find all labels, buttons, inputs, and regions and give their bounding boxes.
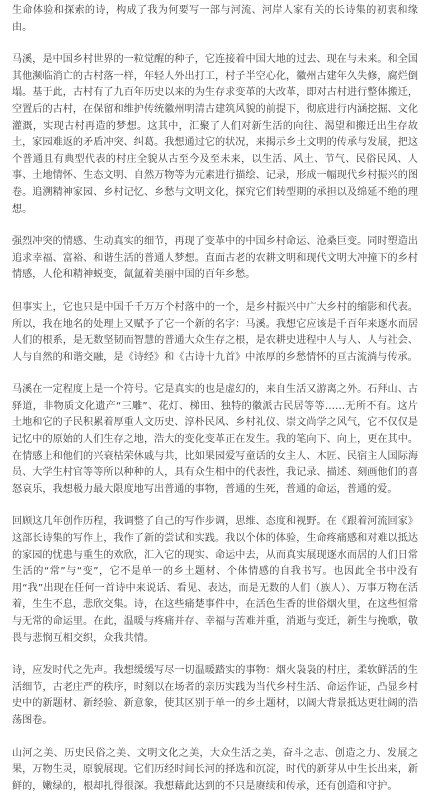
article-paragraph: 山河之美、历史民俗之美、文明文化之美，大众生活之美，奋斗之志、创造之力、发展之果，万物生灵，原貌展现。它们历经时间长河的择选和沉淀，时代的新芽从中生长出来，新鲜的，嫩绿的，根却扎得很深。我想藉此达到的不只是赓续和传承，还有创造和守护。 <box>12 747 418 792</box>
article-paragraph: 强烈冲突的情感、生动真实的细节，再现了变革中的中国乡村命运、沧桑巨变。同时塑造出追求幸福、富裕、和谐生活的普通人梦想。直面古老的农耕文明和现代文明大冲撞下的乡村情感，人伦和精神蜕变，氤氲着美丽中国的百年乡愁。 <box>12 236 418 281</box>
article-paragraph: 回顾这几年创作历程，我调整了自己的写作步调，思维、态度和视野。在《跟着河流回家》这部长诗集的写作上，我作了新的尝试和实践。我以个体的体验，生命疼痛感和对难以抵达的家园的忧患与重生的欢欣，汇入它的现实、命运中去，从而真实展现逐水而居的人们日常生活的“常”与“变”，它不是单一的乡土题材、个体情感的自我书写。也因此全书中没有用“我”出现在任何一首诗中来说话、看见、表达，而是无数的人们（族人）、万事万物在活着，生生不息，悲欣交集。诗，在这些痛楚事件中，在活色生香的世俗烟火里，在这些恒常与无常的命运里。在此，温暖与疼痛并存、幸福与苦难并重，消逝与变迁，新生与挽歌，敬畏与悲悯互相交织，众我共情。 <box>12 516 418 644</box>
article-paragraph: 生命体验和探索的诗，构成了我为何要写一部与河流、河岸人家有关的长诗集的初衷和缘由。 <box>12 5 418 33</box>
article-paragraph: 马溪在一定程度上是一个符号。它是真实的也是虚幻的，来自生活又游离之外。石拜山、古驿道，非物质文化遗产“三雕”、花灯、梯田、独特的徽派古民居等等……无所不有。这片土地和它的子民积累着厚重人文历史、淳朴民风、乡村礼仪、崇文尚学之风气，它不仅仅是记忆中的原始的人们生存之地，浩大的变化变革正在发生。我的笔向下、向上，更在其中。在情感上和他们的兴衰枯荣休戚与共，比如果园爱写童话的女主人、木匠、民宿主人国际海员、大学生村官等等所以种种的人，具有众生相中的代表性，我记录、描述、刻画他们的喜怒哀乐，我想极力最大限度地写出普通的事物，普通的生死，普通的命运，普通的爱。 <box>12 384 418 495</box>
article-paragraph: 马溪，是中国乡村世界的一粒觉醒的种子，它连接着中国大地的过去、现在与未来。和全国其他濒临消亡的古村落一样，年轻人外出打工，村子半空心化，徽州古建年久失修，腐烂倒塌。基于此，古村有了九百年历史以来的为生存求变革的大改革，即对古村进行整体搬迁，空置后的古村，在保留和维护传统徽州明清古建筑风貌的前提下，彻底进行内涵挖掘、文化灌溉，实现古村再造的梦想。这其中，汇聚了人们对新生活的向往、渴望和搬迁出生存故土，家园难返的矛盾冲突、纠葛。我想通过它的状况，来揭示乡土文明的传承与发展，把这个普通且有典型代表的村庄全貌从古至今及至未来，以生活、风土、节气、民俗民风、人事、土地情怀、生态文明、自然万物等为元素进行描绘、记录，形成一幅现代乡村振兴的图卷。追溯精神家园、乡村记忆、乡愁与文明文化，探究它们转型期的承担以及绵延不绝的理想。 <box>12 54 418 215</box>
article-paragraph: 诗，应发时代之先声。我想缓缓写尽一切温暖踏实的事物：烟火袅袅的村庄，柔软鲜活的生活细节，古老庄严的秩序，时刻以在场者的亲历实践为当代乡村生活、命运作证，凸显乡村史中的新题材、新经验、新意象，使其区别于单一的乡土题材，以阔大背景抵达更壮阔的浩荡图卷。 <box>12 665 418 726</box>
article-paragraph: 但事实上，它也只是中国千千万万个村落中的一个，是乡村振兴中广大乡村的缩影和代表。所以，我在地名的处理上又赋予了它一个新的名字：马溪。我想它应该是千百年来逐水而居人们的根系，是无数坚韧而智慧的普通大众生存之根，是农耕史进程中人与人、人与社会、人与自然的和谐交融，是《诗经》和《古诗十九首》中浓厚的乡愁情怀的亘古流淌与传承。 <box>12 301 418 363</box>
